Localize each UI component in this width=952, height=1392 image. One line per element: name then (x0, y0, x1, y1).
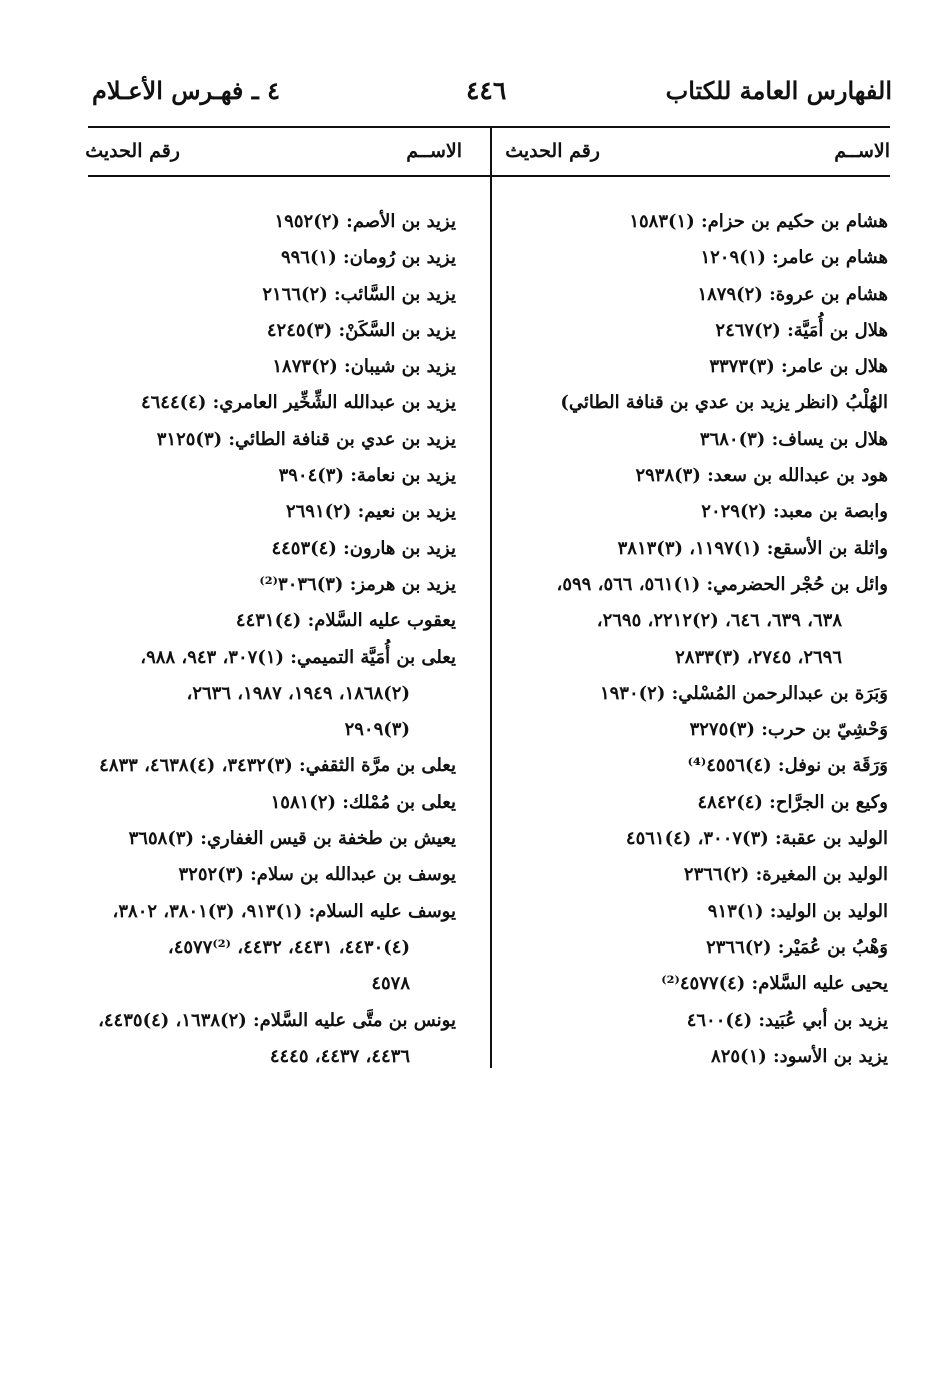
index-entry: وَهْبُ بن عُمَيْر: (٢)٢٣٦٦ (706, 936, 888, 958)
index-entry: هلال بن أُمَيَّة: (٢)٢٤٦٧ (715, 319, 888, 341)
column-header-rule (88, 175, 890, 177)
index-entry-continuation: ٤٥٧٨ (371, 973, 410, 995)
index-entry-continuation: (٤)٤٤٣٠، ٤٤٣١، ٤٤٣٢، ⁽²⁾٤٥٧٧، (167, 936, 410, 958)
index-entry: يعيش بن طخفة بن قيس الغفاري: (٣)٣٦٥٨ (128, 828, 456, 850)
index-entry: يزيد بن هرمز: (٣)٣٠٣٦⁽²⁾ (259, 573, 456, 595)
index-entry-continuation: ٢٦٩٦، ٢٧٤٥، (٣)٢٨٣٣ (675, 646, 842, 668)
index-entry: يعلى بن أُمَيَّة التميمي: (١)٣٠٧، ٩٤٣، ٩٨٨، (140, 646, 456, 668)
index-entry: يزيد بن عدي بن قنافة الطائي: (٣)٣١٢٥ (156, 428, 456, 450)
left-column-name-header: الاســم (406, 140, 462, 162)
header-rule (88, 126, 890, 128)
index-entry: يزيد بن نعامة: (٣)٣٩٠٤ (278, 465, 456, 487)
index-entry: الوليد بن الوليد: (١)٩١٣ (707, 900, 888, 922)
index-entry: هلال بن عامر: (٣)٣٣٧٣ (709, 356, 888, 378)
index-entry-continuation: (٢)١٨٦٨، ١٩٤٩، ١٩٨٧، ٢٦٣٦، (186, 682, 410, 704)
left-column-hadith-header: رقم الحديث (85, 140, 180, 162)
index-entry: يزيد بن الأسود: (١)٨٢٥ (711, 1045, 888, 1067)
index-entry: يزيد بن أبي عُبَيد: (٤)٤٦٠٠ (686, 1009, 888, 1031)
index-entry: وَرَقَة بن نوفل: (٤)٤٥٥٦⁽⁴⁾ (687, 755, 888, 777)
running-header-title: الفهارس العامة للكتاب (665, 76, 892, 105)
right-column-hadith-header: رقم الحديث (505, 140, 600, 162)
index-entry-continuation: ٤٤٣٦، ٤٤٣٧، ٤٤٤٥ (269, 1045, 410, 1067)
index-entry: هلال بن يساف: (٣)٣٦٨٠ (699, 428, 888, 450)
page-number: ٤٤٦ (466, 76, 507, 105)
index-entry: يعقوب عليه السَّلام: (٤)٤٤٣١ (235, 610, 456, 632)
section-title: ٤ ـ فهـرس الأعـلام (92, 76, 280, 105)
index-entry: وَبَرَة بن عبدالرحمن المُسْلي: (٢)١٩٣٠ (599, 682, 888, 704)
index-entry: يوسف بن عبدالله بن سلام: (٣)٣٢٥٢ (178, 864, 456, 886)
index-entry-continuation: (٣)٢٩٠٩ (344, 719, 410, 741)
index-entry: الهُلْبُ (انظر يزيد بن عدي بن قنافة الطائي) (560, 392, 888, 414)
index-entry: وَحْشِيّ بن حرب: (٣)٣٢٧٥ (689, 719, 888, 741)
index-entry: يزيد بن الأصم: (٢)١٩٥٢ (274, 211, 456, 232)
index-entry: يوسف عليه السلام: (١)٩١٣، (٣)٣٨٠١، ٣٨٠٢، (112, 900, 456, 922)
index-entry: واثلة بن الأسقع: (١)١١٩٧، (٣)٣٨١٣ (617, 537, 888, 559)
index-entry: الوليد بن المغيرة: (٢)٢٣٦٦ (683, 864, 888, 886)
index-entry: هشام بن حكيم بن حزام: (١)١٥٨٣ (629, 211, 888, 232)
index-entry: يزيد بن شيبان: (٢)١٨٧٣ (272, 356, 456, 378)
index-entry: يزيد بن رُومان: (١)٩٩٦ (280, 247, 456, 269)
right-column-entries (472, 204, 888, 1075)
index-entry: يزيد بن هارون: (٤)٤٤٥٣ (271, 537, 456, 559)
index-entry: هود بن عبدالله بن سعد: (٣)٢٩٣٨ (635, 465, 888, 487)
index-entry: يعلى بن مُمْلك: (٢)١٥٨١ (270, 791, 456, 813)
index-entry: يزيد بن عبدالله الشِّخِّير العامري: (٤)٤٦٤٤ (140, 392, 456, 414)
right-column-name-header: الاســم (834, 140, 890, 162)
index-entry: وائل بن حُجْر الحضرمي: (١)٥٦١، ٥٦٦، ٥٩٩، (556, 573, 888, 595)
index-entry: يعلى بن مرَّة الثقفي: (٣)٣٤٣٢، (٤)٤٦٣٨، ٤٨٣٣ (99, 755, 456, 777)
index-entry: يزيد بن السَّكَنْ: (٣)٤٢٤٥ (266, 319, 456, 341)
index-entry: يحيى عليه السَّلام: (٤)٤٥٧٧⁽²⁾ (661, 973, 888, 995)
index-entry: وابصة بن معبد: (٢)٢٠٢٩ (701, 501, 888, 523)
index-entry: يزيد بن السَّائب: (٢)٢١٦٦ (262, 283, 456, 305)
index-entry: وكيع بن الجرَّاح: (٤)٤٨٤٢ (697, 791, 888, 813)
index-entry: هشام بن عامر: (١)١٢٠٩ (700, 247, 888, 269)
index-entry: يونس بن متَّى عليه السَّلام: (٢)١٦٣٨، (٤)٤٤٣٥، (98, 1009, 456, 1031)
index-entry: يزيد بن نعيم: (٢)٢٦٩١ (285, 501, 456, 523)
index-entry-continuation: ٦٣٨، ٦٣٩، ٦٤٦، (٢)٢٢١٢، ٢٦٩٥، (596, 610, 842, 632)
index-entry: الوليد بن عقبة: (٣)٣٠٠٧، (٤)٤٥٦١ (625, 828, 888, 850)
left-column-entries (80, 204, 456, 1075)
index-entry: هشام بن عروة: (٢)١٨٧٩ (697, 283, 888, 305)
